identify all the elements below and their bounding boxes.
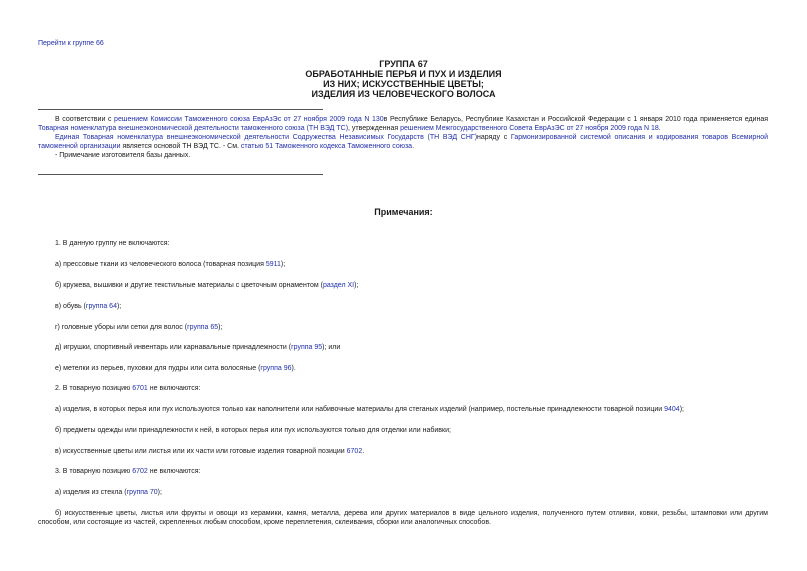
note-text: ); [679, 406, 684, 413]
footnote-paragraph: - Примечание изготовителя базы данных. [55, 152, 191, 159]
footnote-text: является основой ТН ВЭД ТС. - См. [120, 143, 241, 150]
note-text: не включаются: [147, 468, 201, 475]
position-6702-link[interactable]: 6702 [132, 468, 148, 475]
customs-code-article-51-link[interactable]: статью 51 Таможенного кодекса Таможенного союза [240, 143, 413, 150]
note-text: д) игрушки, спортивный инвентарь или карнавальные принадлежности ( [55, 344, 292, 351]
note-2c [55, 447, 364, 456]
section-xi-link[interactable]: раздел XI [322, 282, 355, 289]
note-text: г) головные уборы или сетки для волос ( [55, 324, 188, 331]
harmonized-system-link[interactable]: Гармонизированной системой описания и кодирования товаров Всемирной таможенной организации [38, 134, 768, 150]
note-3b: б) искусственные цветы, листья или фрукты и овощи из керамики, камня, металла, дерева или других материалов в виде цельного изделия, полученного путем отливки, ковки, резьбы, штамповки или другим способом, или состоящие из частей, скрепленных любым способом, кроме переплетения, склеивания, сборки или аналогичных способов. [38, 510, 768, 526]
footnote-text: . [658, 125, 661, 132]
footnote-paragraph [38, 133, 768, 151]
note-2b: б) предметы одежды или принадлежности к ней, в которых перья или пух используются только для отделки или набивки; [55, 427, 451, 434]
tn-ved-sng-link[interactable]: Единая Товарная номенклатура внешнеэкономической деятельности Содружества Независимых Государств (ТН ВЭД СНГ) [55, 134, 478, 141]
position-5911-link[interactable]: 5911 [265, 261, 281, 268]
note-text: 2. В товарную позицию [55, 385, 133, 392]
group-title [0, 59, 807, 99]
decision-130-link[interactable]: решением Комиссии Таможенного союза ЕврАзЭс от 27 ноября 2009 года N 130 [114, 116, 384, 123]
note-text: а) изделия, в которых перья или пух используются только как наполнители или набивочные материалы для стеганых изделий (например, постельные принадлежности товарной позиции [55, 406, 665, 413]
group-96-link[interactable]: группа 96 [260, 365, 292, 372]
position-6702-link[interactable]: 6702 [346, 448, 363, 455]
note-1c [55, 302, 121, 311]
title-line: ГРУППА 67 [379, 59, 428, 69]
footnote-text: В соответствии с [55, 116, 115, 123]
note-text: ). [291, 365, 296, 372]
note-text: а) прессовые ткани из человеческого волоса (товарная позиция [55, 261, 266, 268]
tn-ved-ts-link[interactable]: Товарная номенклатура внешнеэкономической деятельности таможенного союза (ТН ВЭД ТС) [38, 125, 349, 132]
note-1b [55, 281, 358, 290]
group-65-link[interactable]: группа 65 [187, 324, 219, 331]
note-text: ); [354, 282, 359, 289]
editor-footnote [38, 115, 768, 160]
footnote-paragraph [38, 115, 768, 133]
note-text: . [362, 448, 365, 455]
title-line: ОБРАБОТАННЫЕ ПЕРЬЯ И ПУХ И ИЗДЕЛИЯ [305, 69, 502, 79]
note-1a [55, 260, 285, 269]
prev-group-link[interactable]: Перейти к группе 66 [38, 40, 104, 47]
note-1d [55, 323, 222, 332]
note-text: не включаются: [147, 385, 201, 392]
group-95-link[interactable]: группа 95 [291, 344, 323, 351]
note-text: е) метелки из перьев, пуховки для пудры или сита волосяные ( [55, 365, 261, 372]
position-9404-link[interactable]: 9404 [664, 406, 680, 413]
note-text: ); [218, 324, 223, 331]
footnote-text: . [412, 143, 415, 150]
note-1e [55, 343, 340, 352]
note-2 [55, 384, 201, 393]
footnote-text: , утвержденная [348, 125, 401, 132]
note-1: 1. В данную группу не включаются: [55, 240, 170, 247]
note-text: в) искусственные цветы или листья или их части или готовые изделия товарной позиции [55, 448, 347, 455]
footnote-divider-top [38, 109, 323, 110]
note-text: в) обувь ( [55, 303, 86, 310]
footnote-text: наряду с [477, 134, 511, 141]
title-line: ИЗ НИХ; ИСКУССТВЕННЫЕ ЦВЕТЫ; [323, 79, 484, 89]
note-text: ); или [322, 344, 341, 351]
notes-heading: Примечания: [374, 207, 433, 217]
note-text: 3. В товарную позицию [55, 468, 133, 475]
note-text: а) изделия из стекла ( [55, 489, 127, 496]
note-3 [55, 467, 201, 476]
note-text: б) кружева, вышивки и другие текстильные материалы с цветочным орнаментом ( [55, 282, 323, 289]
note-text: ); [280, 261, 286, 268]
footnote-text: в Республике Беларусь, Республике Казахстан и Российской Федерации с 1 января 2010 года применяется единая [383, 116, 769, 123]
note-1f [55, 364, 296, 373]
footnote-divider-bottom [38, 174, 323, 175]
position-6701-link[interactable]: 6701 [132, 385, 148, 392]
note-2a [55, 405, 684, 414]
note-text: ); [157, 489, 162, 496]
note-text: ); [116, 303, 122, 310]
group-64-link[interactable]: группа 64 [85, 303, 117, 310]
title-line: ИЗДЕЛИЯ ИЗ ЧЕЛОВЕЧЕСКОГО ВОЛОСА [311, 89, 496, 99]
group-70-link[interactable]: группа 70 [126, 489, 158, 496]
decision-18-link[interactable]: решением Межгосударственного Совета ЕврАзЭС от 27 ноября 2009 года N 18 [400, 125, 659, 132]
note-3a [55, 488, 162, 497]
